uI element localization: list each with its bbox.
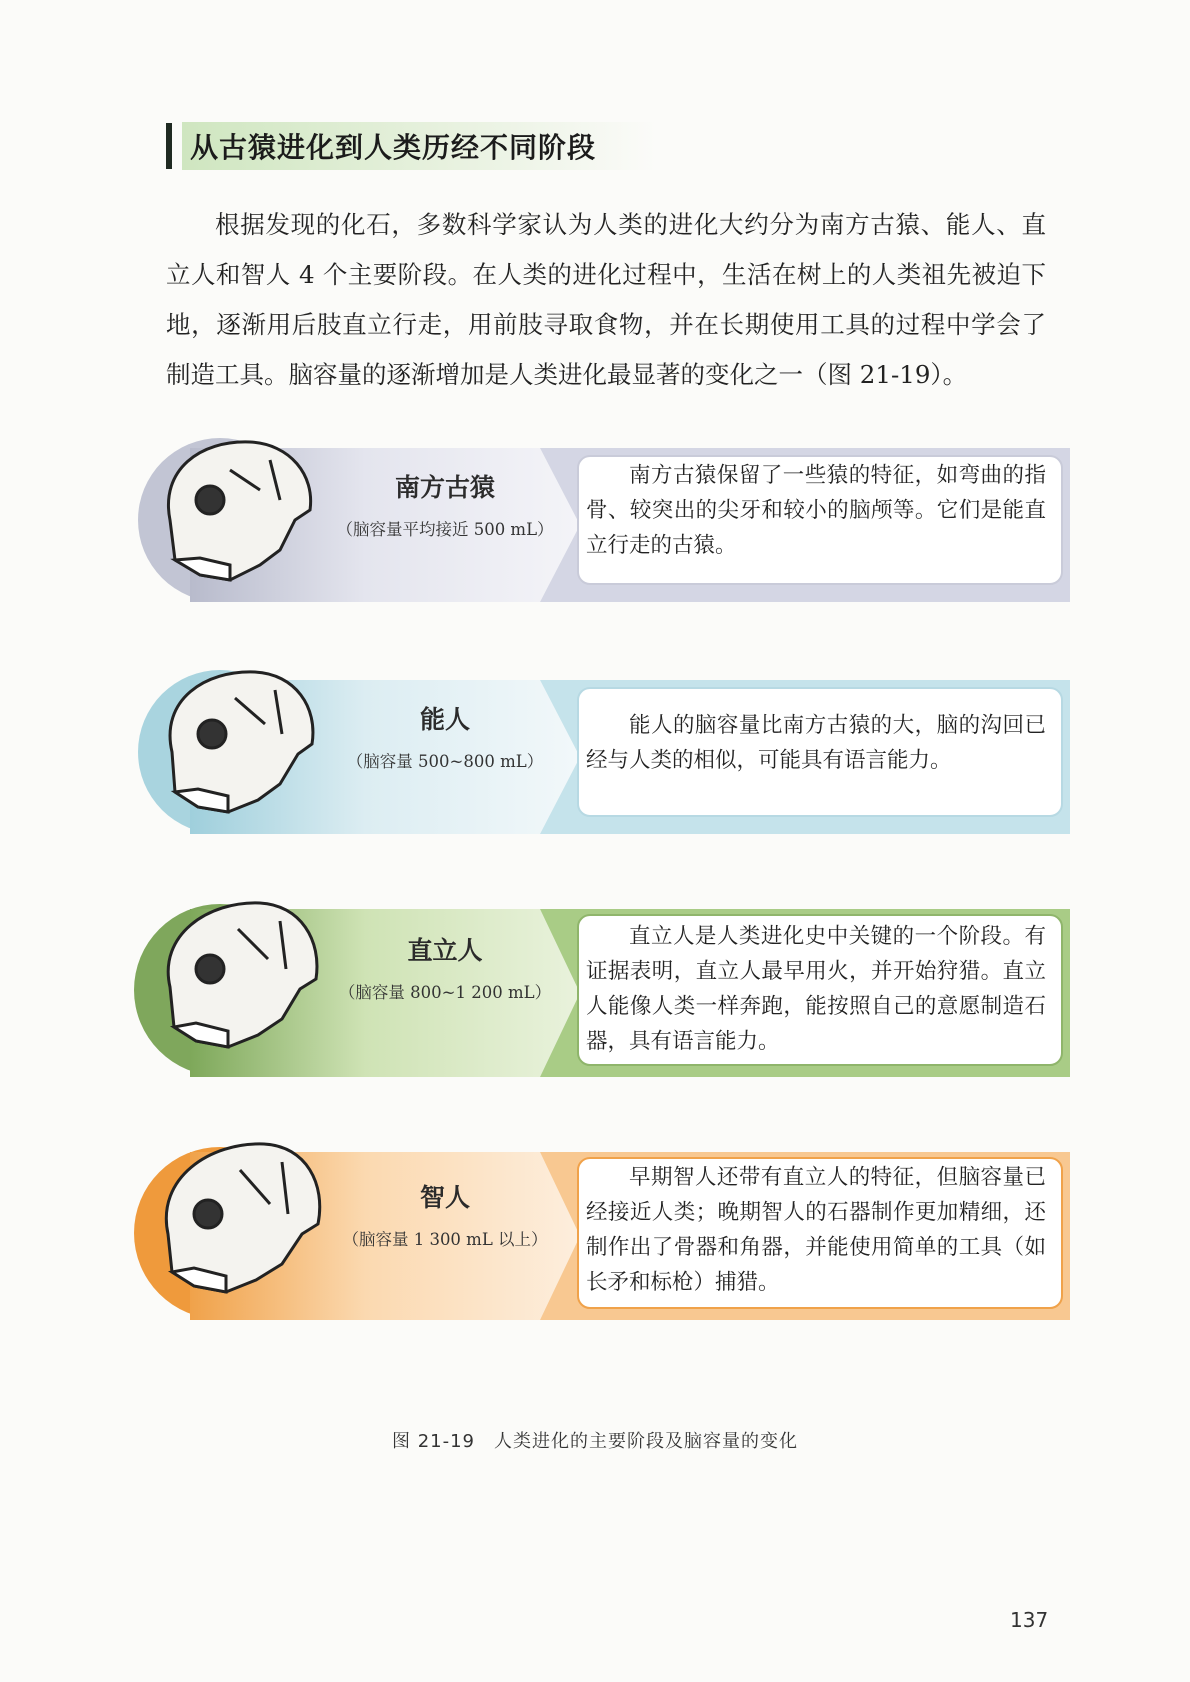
figure-caption: 图 21-19 人类进化的主要阶段及脑容量的变化 [391,1431,799,1452]
section-heading [166,122,656,170]
section-title: 从古猿进化到人类历经不同阶段 [182,122,656,170]
heading-bar [166,123,172,169]
stage-description: 早期智人还带有直立人的特征，但脑容量已经接近人类；晚期智人的石器制作更加精细，还制作出了骨器和角器，并能使用简单的工具（如长矛和标枪）捕猎。 [586,1165,1046,1295]
page-number: 137 [1010,1608,1049,1632]
stage-name: 能人 [419,705,470,734]
stage-name: 南方古猿 [394,473,495,502]
stage-volume: （脑容量 1 300 mL 以上） [342,1230,548,1249]
stage-volume: （脑容量 500~800 mL） [346,752,544,771]
stage-description: 能人的脑容量比南方古猿的大，脑的沟回已经与人类的相似，可能具有语言能力。 [586,713,1046,773]
stage-description: 直立人是人类进化史中关键的一个阶段。有证据表明，直立人最早用火，并开始狩猎。直立人能像人类一样奔跑，能按照自己的意愿制造石器，具有语言能力。 [586,924,1046,1054]
stage-australopithecus [130,430,1070,620]
stage-volume: （脑容量平均接近 500 mL） [336,520,554,539]
stage-homo-habilis [130,662,1070,852]
stage-name: 直立人 [407,936,483,965]
stage-name: 智人 [419,1183,470,1212]
stage-homo-sapiens [130,1138,1070,1338]
stage-homo-erectus [130,895,1070,1095]
stage-description: 南方古猿保留了一些猿的特征，如弯曲的指骨、较突出的尖牙和较小的脑颅等。它们是能直立行走的古猿。 [586,463,1046,558]
intro-paragraph: 根据发现的化石，多数科学家认为人类的进化大约分为南方古猿、能人、直立人和智人 4 个主要阶段。在人类的进化过程中，生活在树上的人类祖先被迫下地，逐渐用后肢直立行走，用前肢寻取食物，并在长期使用工具的过程中学会了制造工具。脑容量的逐渐增加是人类进化最显著的变化之一（图 21-19）。 [166,210,1046,389]
stage-volume: （脑容量 800~1 200 mL） [338,983,552,1002]
